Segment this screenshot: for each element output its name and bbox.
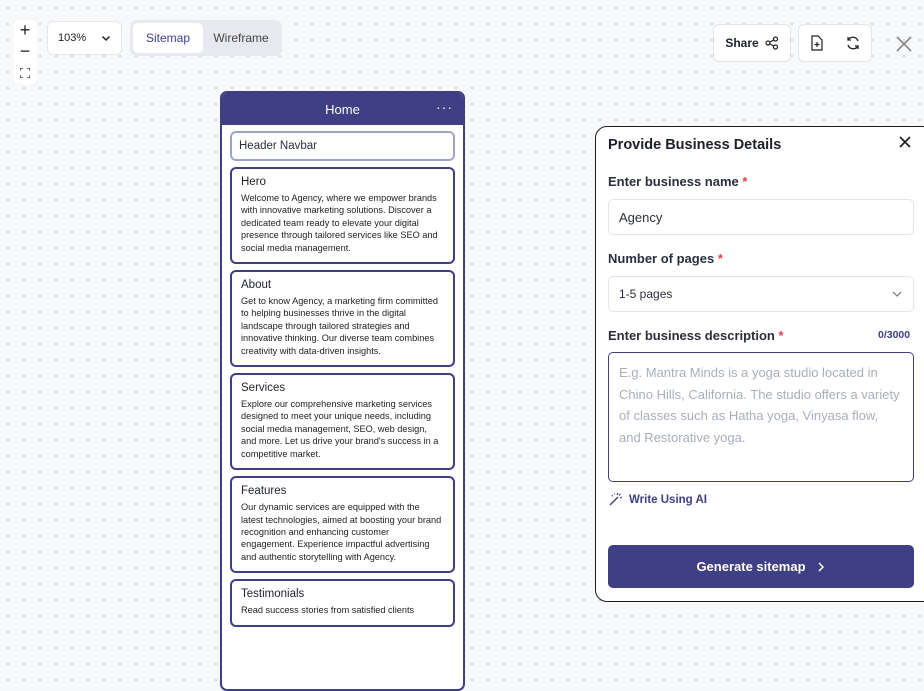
description-placeholder: E.g. Mantra Minds is a yoga studio located in Chino Hills, California. The studio offers a variety of classes such as Hatha yoga, Vinyasa flow, and Restorative yoga. (619, 365, 900, 445)
section-features[interactable] (230, 476, 455, 573)
file-actions (798, 24, 872, 62)
zoom-value: 103% (58, 32, 87, 44)
business-name-label (608, 174, 747, 189)
section-title: Hero (241, 176, 266, 188)
description-label-text: Enter business description (608, 328, 775, 343)
section-hero[interactable] (230, 167, 455, 264)
section-title: Testimonials (241, 588, 305, 601)
page-title: Home (325, 101, 360, 117)
description-label (608, 328, 784, 343)
tab-wireframe[interactable]: Wireframe (213, 31, 269, 45)
chevron-right-icon (816, 561, 826, 573)
panel-title: Provide Business Details (608, 137, 782, 153)
business-name-input[interactable] (608, 199, 914, 235)
description-counter: 0/3000 (878, 329, 911, 341)
section-description: Explore our comprehensive marketing services designed to meet your unique needs, including social media management, SEO, web design, and more. Let us drive your brand's success in a competitive market. (241, 399, 439, 459)
chevron-down-icon (891, 288, 903, 300)
section-title: Features (241, 485, 287, 498)
pages-value: 1-5 pages (619, 287, 673, 301)
view-tabs (130, 20, 282, 56)
close-icon (895, 35, 913, 53)
navbar-label: Header Navbar (239, 140, 317, 152)
zoom-controls (14, 20, 36, 84)
section-description: Get to know Agency, a marketing firm committed to helping businesses thrive in the digital landscape through tailored strategies and innovative thinking. Our diverse team combines creativity with data-driven insights. (241, 296, 438, 356)
section-header-navbar[interactable] (230, 131, 455, 161)
section-testimonials[interactable] (230, 579, 455, 626)
tab-sitemap[interactable]: Sitemap (133, 23, 203, 53)
description-textarea[interactable] (608, 352, 914, 482)
write-using-ai-button[interactable] (608, 492, 707, 507)
required-mark: * (717, 251, 723, 266)
share-icon (765, 36, 779, 50)
panel-close-button[interactable] (898, 135, 914, 151)
pages-select[interactable] (608, 276, 914, 312)
sitemap-page-card[interactable] (220, 91, 465, 691)
zoom-in-button[interactable]: + (19, 20, 31, 40)
business-name-label-text: Enter business name (608, 174, 739, 189)
share-label: Share (725, 36, 759, 50)
add-file-icon[interactable] (810, 35, 824, 51)
business-name-value: Agency (619, 209, 663, 225)
chevron-down-icon (101, 33, 111, 43)
close-editor-button[interactable] (893, 33, 915, 55)
section-description: Our dynamic services are equipped with the latest technologies, aimed at boosting your brand recognition and enhancing customer engagement. Experience impactful advertising and authentic storytelling with Agency. (241, 502, 442, 562)
section-about[interactable] (230, 270, 455, 367)
zoom-select[interactable] (47, 21, 122, 55)
fit-screen-button[interactable] (14, 62, 36, 83)
write-ai-label: Write Using AI (629, 493, 707, 506)
section-title: Services (241, 382, 286, 395)
required-mark: * (742, 174, 748, 189)
zoom-out-button[interactable]: − (19, 41, 31, 61)
refresh-icon[interactable] (845, 35, 861, 51)
page-more-button[interactable]: ··· (436, 99, 453, 115)
pages-label (608, 251, 723, 266)
required-mark: * (778, 328, 784, 343)
share-button[interactable] (713, 24, 791, 62)
close-icon (898, 135, 912, 149)
section-description: Welcome to Agency, where we empower brands with innovative marketing solutions. Discover a dedicated team ready to elevate your digital presence through tailored services like SEO and social media management. (241, 193, 438, 253)
pages-label-text: Number of pages (608, 251, 715, 266)
section-services[interactable] (230, 373, 455, 470)
generate-sitemap-button[interactable] (608, 545, 914, 588)
business-details-panel (595, 126, 924, 602)
section-title: About (241, 279, 272, 292)
generate-label: Generate sitemap (696, 559, 806, 574)
magic-wand-icon (608, 492, 623, 507)
page-card-header (222, 93, 463, 125)
fit-screen-icon (20, 68, 30, 78)
section-description: Read success stories from satisfied clients (241, 605, 415, 616)
